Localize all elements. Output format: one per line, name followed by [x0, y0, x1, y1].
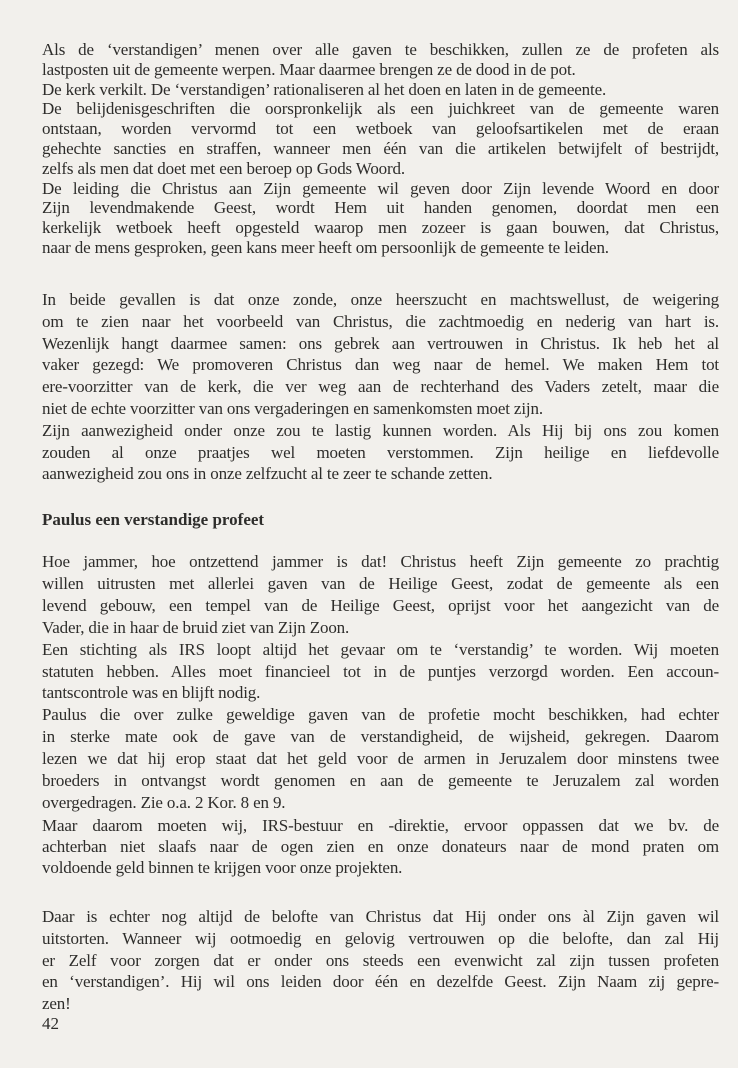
text-line: kerkelijk wetboek heeft opgesteld waarop men zozeer is gaan bouwen, dat Christus,: [42, 218, 719, 238]
text-section-5: [42, 906, 719, 1015]
text-line: Paulus die over zulke geweldige gaven van de profetie mocht beschikken, had echter: [42, 705, 719, 725]
page-number: 42: [42, 1014, 59, 1033]
text-line: Zijn levendmakende Geest, wordt Hem uit handen genomen, doordat men een: [42, 198, 719, 218]
section-heading: Paulus een verstandige profeet: [42, 510, 265, 529]
text-line: ontstaan, worden vervormd tot een wetboek van geloofsartikelen met de eraan: [42, 119, 719, 139]
text-line: Zijn aanwezigheid onder onze zou te lastig kunnen worden. Als Hij bij ons zou komen: [42, 420, 719, 440]
text-section-2: [42, 289, 719, 485]
text-line: broeders in ontvangst wordt genomen en aan de gemeente te Jeruzalem zal worden: [42, 771, 719, 791]
text-line: achterban niet slaafs naar de ogen zien en onze donateurs naar de mond praten om: [42, 837, 719, 856]
text-line: uitstorten. Wanneer wij ootmoedig en gelovig vertrouwen op die belofte, dan zal Hij: [42, 928, 719, 948]
text-line: Maar daarom moeten wij, IRS-bestuur en -direktie, ervoor oppassen dat we bv. de: [42, 816, 719, 835]
text-line: lastposten uit de gemeente werpen. Maar daarmee brengen ze de dood in de pot.: [42, 59, 576, 79]
text-line: tantscontrole was en blijft nodig.: [42, 683, 261, 703]
text-line: er Zelf voor zorgen dat er onder ons steeds een evenwicht zal zijn tussen profeten: [42, 950, 719, 970]
text-line: Daar is echter nog altijd de belofte van Christus dat Hij onder ons àl Zijn gaven wil: [42, 907, 719, 926]
text-section-1: [42, 40, 719, 258]
text-line: De belijdenisgeschriften die oorspronkelijk als een juichkreet van de gemeente waren: [42, 99, 719, 119]
text-line: niet de echte voorzitter van ons vergaderingen en samenkomsten moet zijn.: [42, 398, 543, 418]
text-line: zelfs als men dat doet met een beroep op Gods Woord.: [42, 158, 405, 178]
text-line: gehechte sancties en straffen, wanneer men één van die artikelen betwijfelt of bestrijdt,: [42, 138, 719, 158]
text-line: Als de ‘verstandigen’ menen over alle gaven te beschikken, zullen ze de profeten als: [42, 40, 719, 59]
text-line: om te zien naar het voorbeeld van Christus, die zachtmoedig en nederig van hart is.: [42, 311, 719, 331]
text-line: levend gebouw, een tempel van de Heilige Geest, oprijst voor het aangezicht van de: [42, 595, 719, 615]
text-line: en ‘verstandigen’. Hij wil ons leiden door één en dezelfde Geest. Zijn Naam zij gepre-: [42, 972, 719, 992]
text-line: In beide gevallen is dat onze zonde, onze heerszucht en machtswellust, de weigering: [42, 290, 719, 309]
text-line: zouden al onze praatjes wel moeten verstommen. Zijn heilige en liefdevolle: [42, 442, 719, 462]
text-section-3: [42, 551, 719, 814]
text-line: ere-voorzitter van de kerk, die ver weg aan de rechterhand des Vaders zetelt, maar die: [42, 377, 719, 397]
text-line: naar de mens gesproken, geen kans meer heeft om persoonlijk de gemeente te leiden.: [42, 237, 609, 257]
text-line: vaker gezegd: We promoveren Christus dan weg naar de hemel. We maken Hem tot: [42, 355, 719, 375]
text-line: Wezenlijk hangt daarmee samen: ons gebrek aan vertrouwen in Christus. Ik heb het al: [42, 333, 719, 353]
text-line: Vader, die in haar de bruid ziet van Zijn Zoon.: [42, 617, 350, 637]
text-line: willen uitrusten met allerlei gaven van de Heilige Geest, zodat de gemeente als een: [42, 573, 719, 593]
text-line: in sterke mate ook de gave van de verstandigheid, de wijsheid, gekregen. Daarom: [42, 727, 719, 747]
text-line: statuten hebben. Alles moet financieel tot in de puntjes verzorgd worden. Een accoun-: [42, 661, 719, 681]
text-line: zen!: [42, 994, 71, 1013]
text-line: lezen we dat hij erop staat dat het geld voor de armen in Jeruzalem door minstens twee: [42, 749, 719, 769]
text-line: overgedragen. Zie o.a. 2 Kor. 8 en 9.: [42, 792, 286, 812]
text-section-4: [42, 815, 719, 878]
text-line: De leiding die Christus aan Zijn gemeente wil geven door Zijn levende Woord en door: [42, 178, 719, 198]
text-line: Hoe jammer, hoe ontzettend jammer is dat! Christus heeft Zijn gemeente zo prachtig: [42, 552, 719, 571]
text-line: voldoende geld binnen te krijgen voor onze projekten.: [42, 858, 403, 877]
text-line: Een stichting als IRS loopt altijd het gevaar om te ‘verstandig’ te worden. Wij moeten: [42, 639, 719, 659]
text-line: aanwezigheid zou ons in onze zelfzucht al te zeer te schande zetten.: [42, 464, 493, 484]
text-line: De kerk verkilt. De ‘verstandigen’ rationaliseren al het doen en laten in de gemeente.: [42, 79, 607, 99]
